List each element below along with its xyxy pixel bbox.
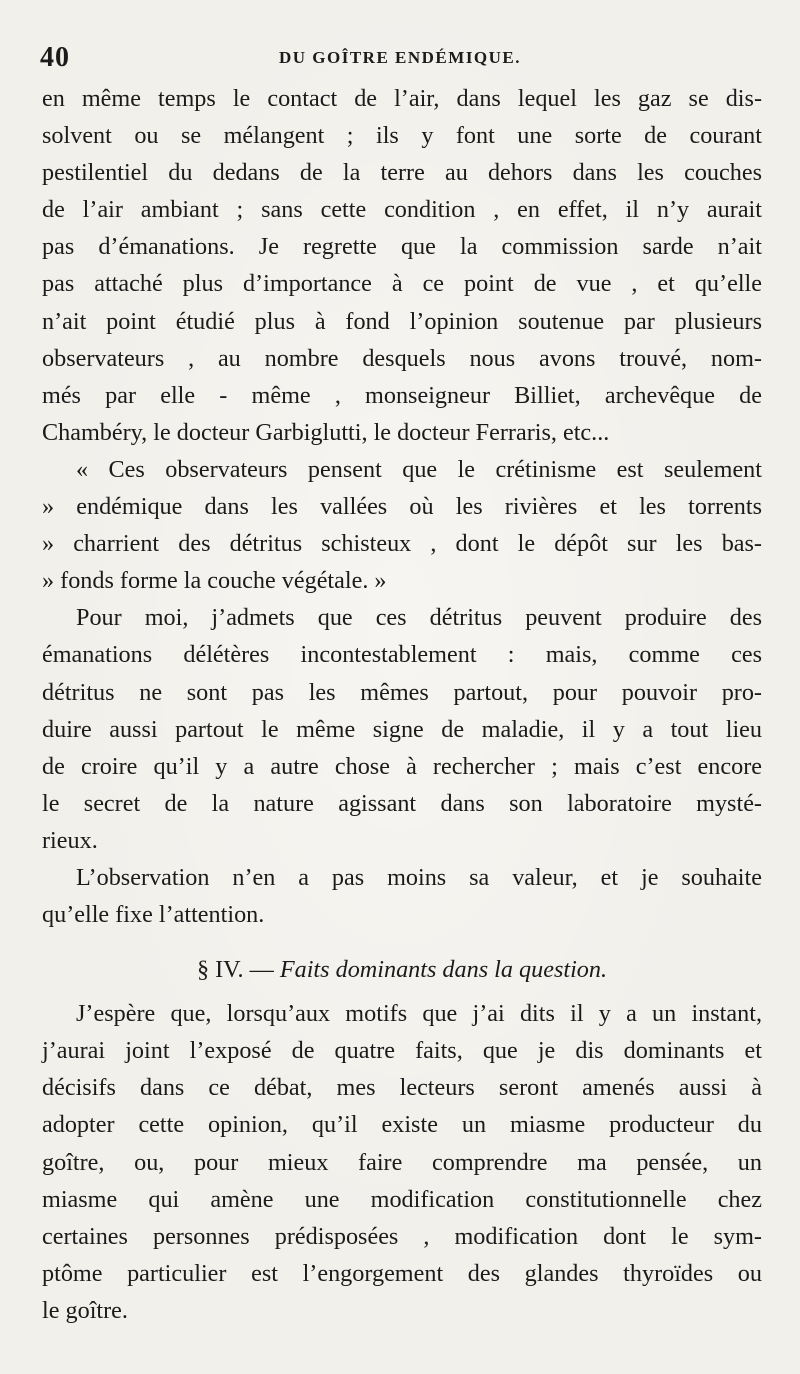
text-line: décisifs dans ce débat, mes lecteurs seront amenés aussi à <box>42 1074 762 1102</box>
section-title: Faits dominants dans la question. <box>279 956 608 984</box>
quote-line: « Ces observateurs pensent que le crétinisme est seulement <box>76 455 762 483</box>
page-header <box>40 38 760 78</box>
text-line: ptôme particulier est l’engorgement des glandes thyroïdes ou <box>42 1259 762 1287</box>
text-line: duire aussi partout le même signe de maladie, il y a tout lieu <box>42 715 762 743</box>
text-line: de croire qu’il y a autre chose à rechercher ; mais c’est encore <box>42 752 762 780</box>
text-line: L’observation n’en a pas moins sa valeur, et je souhaite <box>76 863 762 891</box>
running-title: DU GOÎTRE ENDÉMIQUE. <box>278 48 522 67</box>
text-line: pas d’émanations. Je regrette que la commission sarde n’ait <box>42 233 762 261</box>
text-line: pestilentiel du dedans de la terre au dehors dans les couches <box>42 159 762 187</box>
text-line: n’ait point étudié plus à fond l’opinion soutenue par plusieurs <box>42 307 762 335</box>
text-line: Pour moi, j’admets que ces détritus peuvent produire des <box>76 604 762 632</box>
text-line: en même temps le contact de l’air, dans lequel les gaz se dis- <box>42 85 762 112</box>
text-line: le goître. <box>42 1296 128 1324</box>
page-number: 40 <box>40 42 70 73</box>
text-line: miasme qui amène une modification constitutionnelle chez <box>42 1185 762 1213</box>
text-line: més par elle - même , monseigneur Billiet, archevêque de <box>42 381 762 409</box>
section-heading <box>42 933 762 995</box>
text-line: adopter cette opinion, qu’il existe un miasme producteur du <box>42 1111 762 1139</box>
text-line: pas attaché plus d’importance à ce point de vue , et qu’elle <box>42 270 762 298</box>
text-line: j’aurai joint l’exposé de quatre faits, que je dis dominants et <box>42 1037 762 1065</box>
section-dash: — <box>249 956 274 984</box>
text-line: goître, ou, pour mieux faire comprendre ma pensée, un <box>42 1148 762 1176</box>
quote-line: » endémique dans les vallées où les rivières et les torrents <box>42 493 762 521</box>
text-line: le secret de la nature agissant dans son laboratoire mysté- <box>42 789 762 817</box>
text-line: Chambéry, le docteur Garbiglutti, le docteur Ferraris, etc... <box>42 418 610 446</box>
quote-line: » charrient des détritus schisteux , dont le dépôt sur les bas- <box>42 530 762 558</box>
text-line: rieux. <box>42 826 98 854</box>
text-line: J’espère que, lorsqu’aux motifs que j’ai dits il y a un instant, <box>76 1000 762 1028</box>
quote-line: » fonds forme la couche végétale. » <box>42 567 387 595</box>
text-line: de l’air ambiant ; sans cette condition , en effet, il n’y aurait <box>42 196 762 224</box>
text-line: solvent ou se mélangent ; ils y font une sorte de courant <box>42 122 762 150</box>
text-line: qu’elle fixe l’attention. <box>42 901 265 929</box>
text-line: émanations délétères incontestablement : mais, comme ces <box>42 641 762 669</box>
text-line: certaines personnes prédisposées , modification dont le sym- <box>42 1222 762 1250</box>
text-line: détritus ne sont pas les mêmes partout, pour pouvoir pro- <box>42 678 762 706</box>
section-number: § IV. <box>196 956 244 984</box>
body-text <box>42 80 762 1329</box>
text-line: observateurs , au nombre desquels nous avons trouvé, nom- <box>42 344 762 372</box>
